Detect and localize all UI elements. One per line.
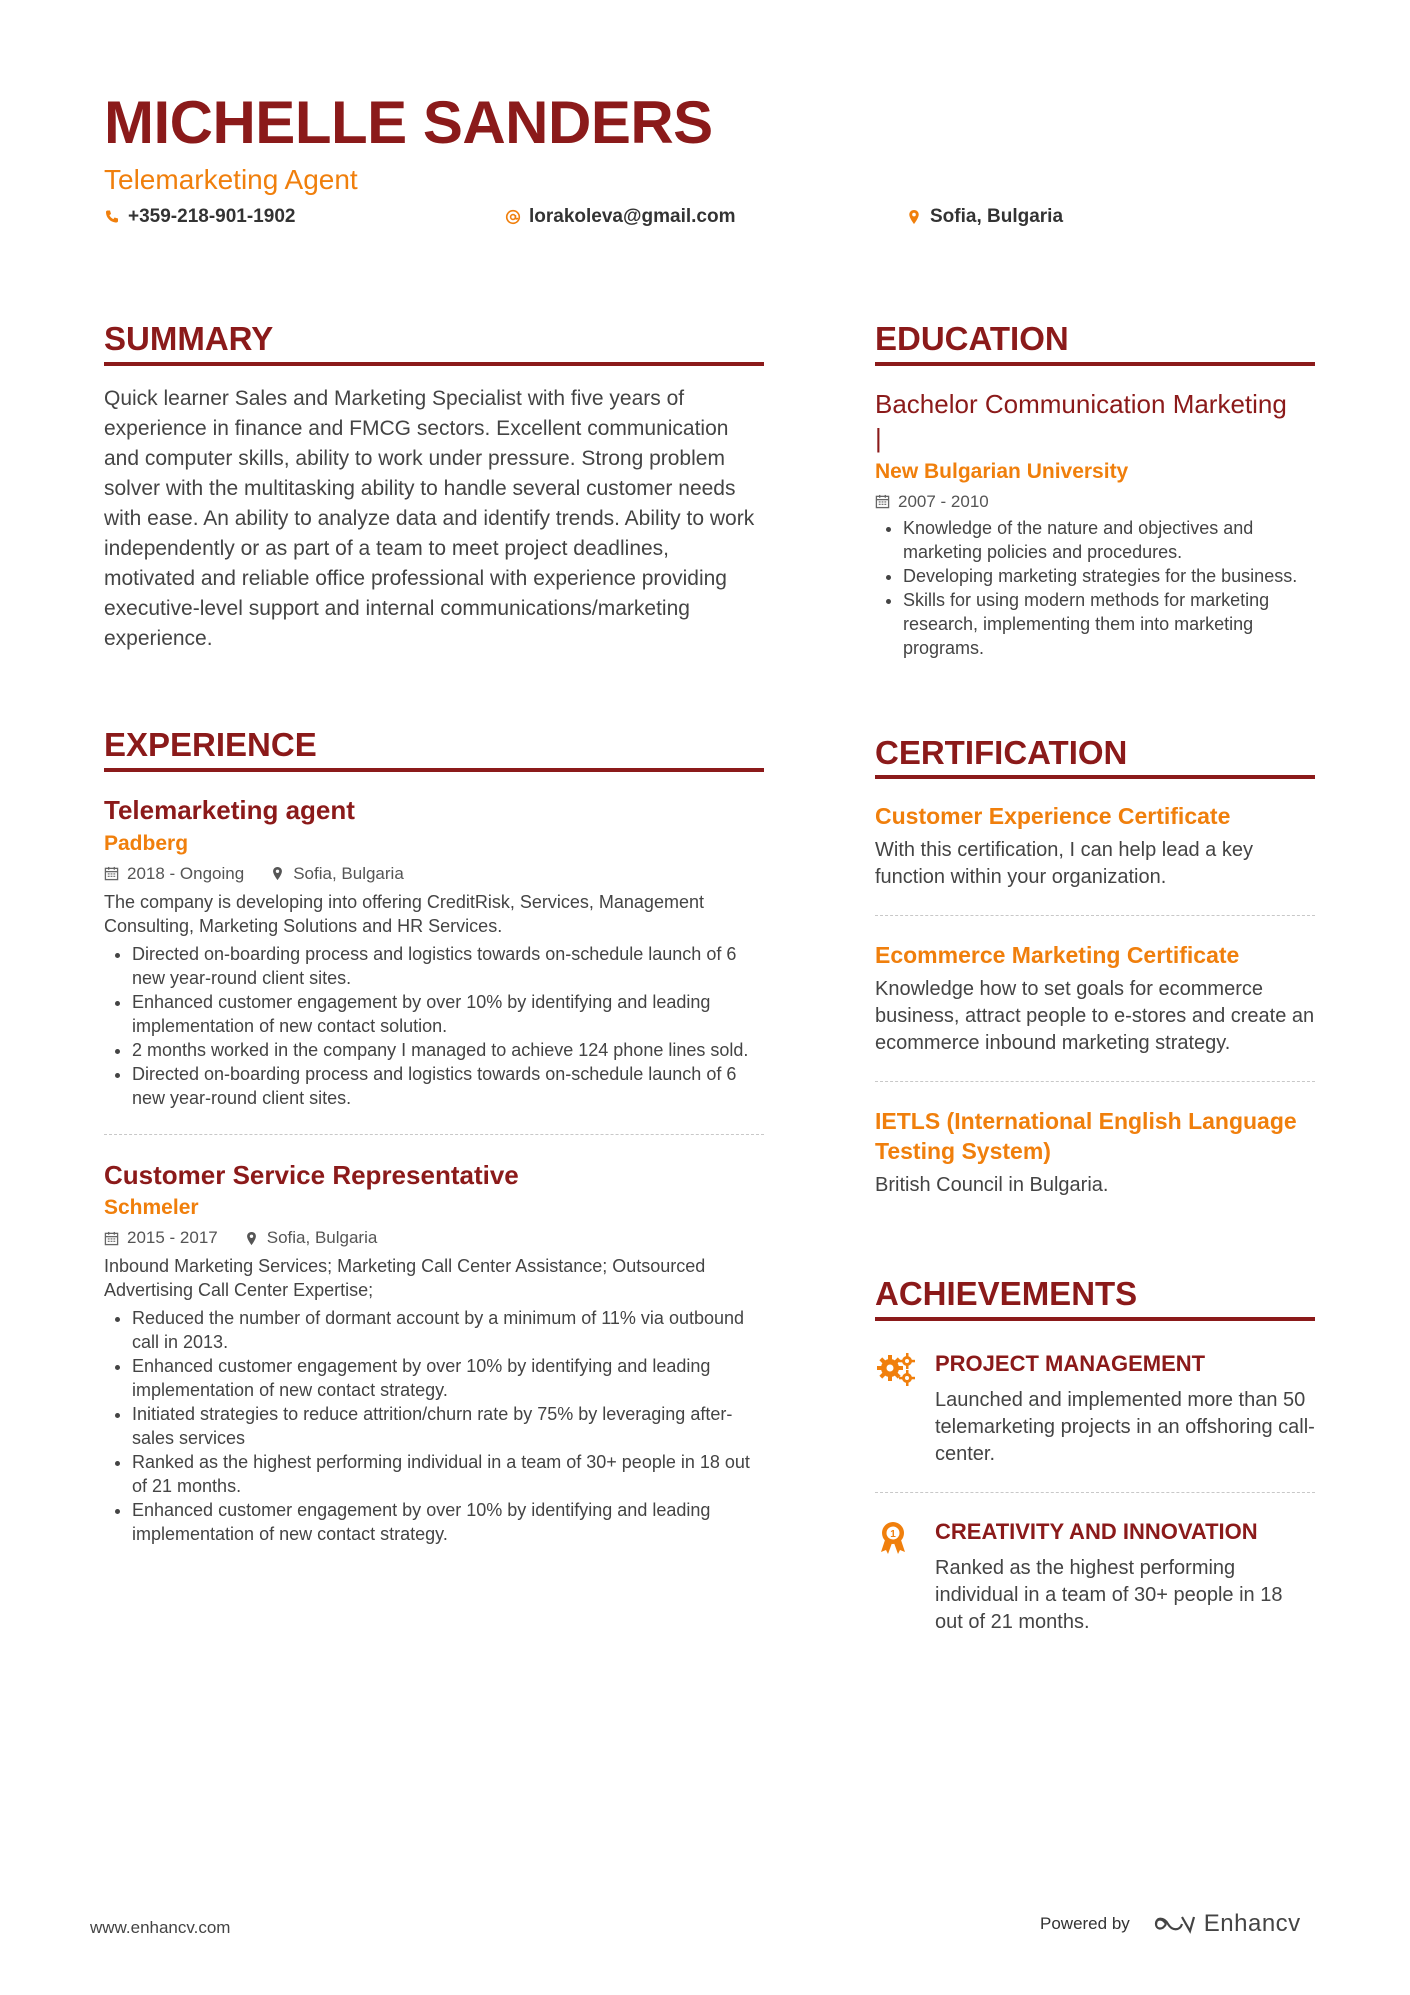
contact-location bbox=[906, 206, 1063, 228]
education-entry bbox=[875, 388, 1315, 660]
job-dates-text: 2018 - Ongoing bbox=[127, 863, 245, 883]
education-section bbox=[875, 320, 1315, 660]
certification-description: Knowledge how to set goals for ecommerce business, attract people to e-stores and create an ecommerce inbound marketing strategy. bbox=[875, 978, 1315, 1055]
achievement-title: CREATIVITY AND INNOVATION bbox=[935, 1519, 1258, 1545]
school-name: New Bulgarian University bbox=[875, 459, 1129, 483]
achievement-title: PROJECT MANAGEMENT bbox=[935, 1351, 1206, 1377]
entry-divider bbox=[875, 1081, 1315, 1082]
certification-entry bbox=[875, 801, 1315, 891]
certification-title: Ecommerce Marketing Certificate bbox=[875, 942, 1240, 969]
job-bullet: • Reduced the number of dormant account by a minimum of 11% via outbound call in 2013. bbox=[132, 1306, 764, 1354]
education-bullet: • Skills for using modern methods for marketing research, implementing them into marketing programs. bbox=[903, 588, 1315, 660]
entry-divider bbox=[875, 1492, 1315, 1493]
education-meta bbox=[875, 492, 1315, 512]
job-bullet: • Enhanced customer engagement by over 10% by identifying and leading implementation of new contact strategy. bbox=[132, 1498, 764, 1546]
achievements-section bbox=[875, 1275, 1315, 1636]
experience-entry bbox=[104, 1159, 764, 1547]
enhancv-logo-icon bbox=[1152, 1913, 1196, 1935]
email-text: lorakoleva@gmail.com bbox=[529, 206, 736, 227]
location-pin-icon bbox=[244, 1231, 259, 1246]
certification-entry bbox=[875, 1106, 1315, 1199]
job-title: Customer Service Representative bbox=[104, 1159, 519, 1190]
achievements-heading: ACHIEVEMENTS bbox=[875, 1275, 1315, 1321]
brand-logo bbox=[1152, 1910, 1301, 1938]
certification-description: With this certification, I can help lead a key function within your organization. bbox=[875, 839, 1253, 889]
award-badge-icon bbox=[875, 1517, 917, 1636]
location-text: Sofia, Bulgaria bbox=[930, 206, 1064, 227]
certification-title: IETLS (International English Language Testing System) bbox=[875, 1108, 1297, 1165]
company-name: Padberg bbox=[104, 831, 189, 855]
certification-description: British Council in Bulgaria. bbox=[875, 1174, 1109, 1197]
degree-title: Bachelor Communication Marketing bbox=[875, 388, 1287, 419]
footer-branding[interactable] bbox=[1040, 1910, 1301, 1938]
certification-entry bbox=[875, 940, 1315, 1057]
summary-heading: SUMMARY bbox=[104, 320, 764, 366]
left-column bbox=[104, 320, 764, 1546]
education-heading: EDUCATION bbox=[875, 320, 1315, 366]
job-bullet: • Enhanced customer engagement by over 10% by identifying and leading implementation of new contact strategy. bbox=[132, 1354, 764, 1402]
education-bullets bbox=[875, 516, 1315, 660]
job-bullet: • Directed on-boarding process and logistics towards on-schedule launch of 6 new year-round client sites. bbox=[132, 1062, 764, 1110]
experience-heading: EXPERIENCE bbox=[104, 726, 764, 772]
job-meta bbox=[104, 1228, 764, 1248]
job-bullet: • Initiated strategies to reduce attrition/churn rate by 75% by leveraging after-sales services bbox=[132, 1402, 764, 1450]
contact-bar bbox=[104, 206, 1334, 236]
education-dates-text: 2007 - 2010 bbox=[898, 491, 989, 511]
calendar-icon bbox=[104, 1231, 119, 1246]
job-location-text: Sofia, Bulgaria bbox=[293, 863, 404, 883]
calendar-icon bbox=[104, 866, 119, 881]
contact-phone[interactable] bbox=[104, 206, 295, 228]
experience-section bbox=[104, 726, 764, 1547]
job-location-text: Sofia, Bulgaria bbox=[266, 1228, 378, 1248]
job-bullet: • 2 months worked in the company I managed to achieve 124 phone lines sold. bbox=[132, 1038, 764, 1062]
svg-text:1: 1 bbox=[890, 1529, 896, 1541]
education-bullet: • Developing marketing strategies for the business. bbox=[903, 564, 1315, 588]
footer-website-link[interactable]: www.enhancv.com bbox=[90, 1918, 231, 1937]
contact-email[interactable] bbox=[505, 206, 736, 228]
certification-section bbox=[875, 734, 1315, 1200]
job-dates-text: 2015 - 2017 bbox=[127, 1228, 218, 1248]
at-sign-icon bbox=[505, 209, 521, 225]
job-bullets bbox=[104, 1306, 764, 1546]
phone-text: +359-218-901-1902 bbox=[128, 206, 296, 227]
calendar-icon bbox=[875, 494, 890, 509]
candidate-name: MICHELLE SANDERS bbox=[104, 89, 713, 156]
brand-name: Enhancv bbox=[1203, 1910, 1301, 1937]
entry-divider bbox=[875, 915, 1315, 916]
achievement-entry bbox=[875, 1349, 1315, 1468]
job-dates bbox=[104, 1228, 218, 1248]
job-bullet: • Ranked as the highest performing individual in a team of 30+ people in 18 out of 21 months. bbox=[132, 1450, 764, 1498]
achievement-description: Launched and implemented more than 50 telemarketing projects in an offshoring call-center. bbox=[935, 1389, 1315, 1466]
company-name: Schmeler bbox=[104, 1196, 199, 1220]
location-pin-icon bbox=[906, 209, 922, 225]
achievement-description: Ranked as the highest performing individual in a team of 30+ people in 18 out of 21 months. bbox=[935, 1557, 1283, 1634]
achievement-entry bbox=[875, 1517, 1315, 1636]
job-description: Inbound Marketing Services; Marketing Call Center Assistance; Outsourced Advertising Call Center Expertise; bbox=[104, 1256, 706, 1301]
job-location bbox=[244, 1228, 378, 1248]
summary-text: Quick learner Sales and Marketing Specialist with five years of experience in finance and FMCG sectors. Excellent communication and computer skills, ability to work under pressure. Strong problem solver with the multitasking ability to handle several customer needs with ease. An ability to analyze data and identify trends. Ability to work independently or as part of a team to meet project deadlines, motivated and reliable office professional with experience providing executive-level support and internal communications/marketing experience. bbox=[104, 386, 755, 650]
entry-divider bbox=[104, 1134, 764, 1135]
powered-by-label: Powered by bbox=[1040, 1914, 1130, 1933]
candidate-role: Telemarketing Agent bbox=[104, 164, 358, 195]
summary-section bbox=[104, 320, 764, 654]
experience-entry bbox=[104, 794, 764, 1110]
certification-title: Customer Experience Certificate bbox=[875, 803, 1231, 830]
phone-icon bbox=[104, 209, 120, 225]
certification-heading: CERTIFICATION bbox=[875, 734, 1315, 780]
job-dates bbox=[104, 864, 244, 884]
education-bullet: • Knowledge of the nature and objectives and marketing policies and procedures. bbox=[903, 516, 1315, 564]
job-location bbox=[270, 864, 404, 884]
job-bullet: • Directed on-boarding process and logistics towards on-schedule launch of 6 new year-round client sites. bbox=[132, 942, 764, 990]
job-meta bbox=[104, 864, 764, 884]
location-pin-icon bbox=[270, 866, 285, 881]
job-description: The company is developing into offering CreditRisk, Services, Management Consulting, Marketing Solutions and HR Services. bbox=[104, 891, 704, 936]
job-bullet: • Enhanced customer engagement by over 10% by identifying and leading implementation of new contact solution. bbox=[132, 990, 764, 1038]
education-dates bbox=[875, 492, 989, 512]
degree-separator: | bbox=[875, 422, 882, 453]
right-column bbox=[875, 320, 1315, 1636]
gears-icon bbox=[875, 1349, 917, 1468]
job-title: Telemarketing agent bbox=[104, 794, 355, 825]
job-bullets bbox=[104, 942, 764, 1110]
